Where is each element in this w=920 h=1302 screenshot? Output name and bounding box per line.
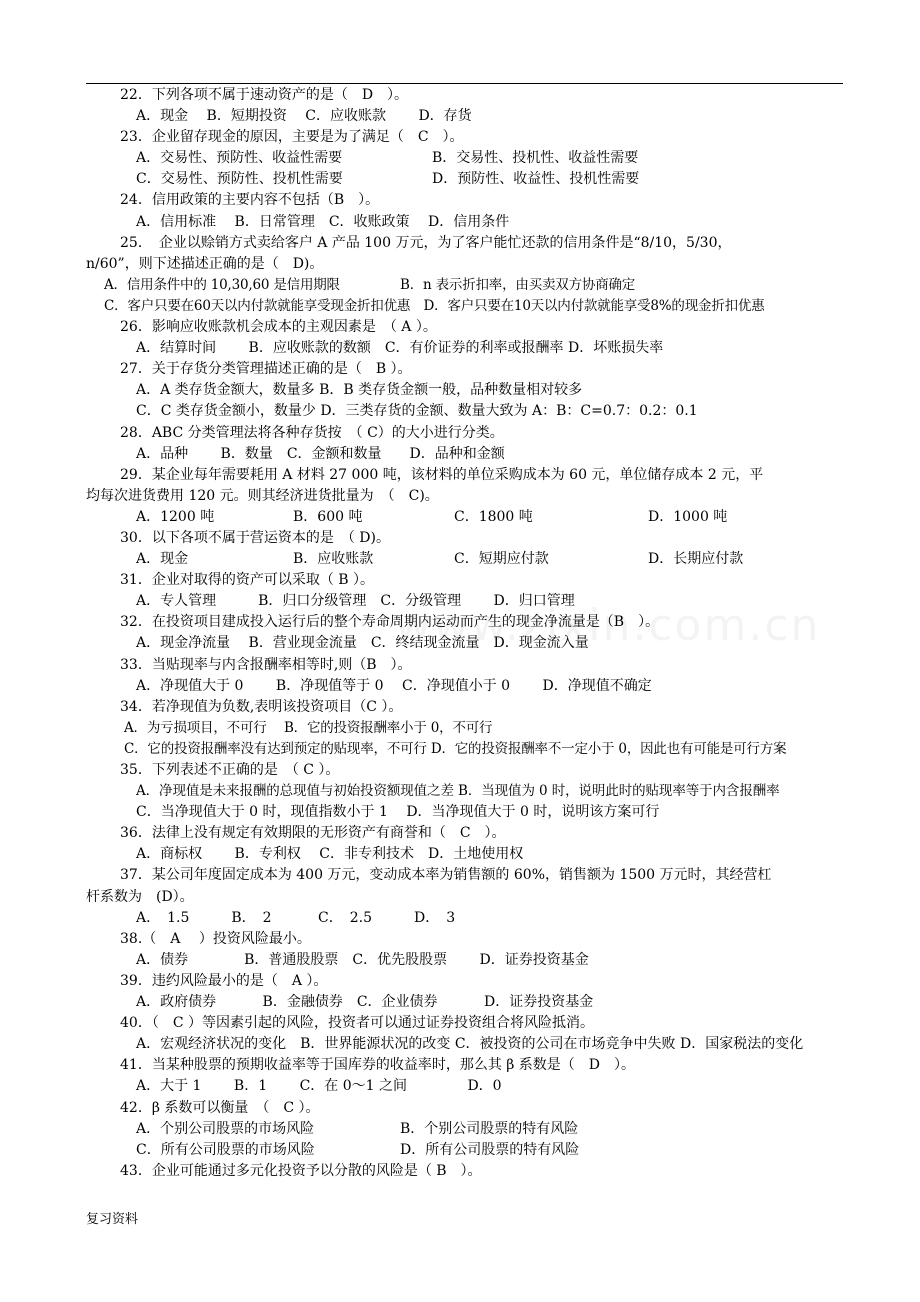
line-text: 38.（ A ）投资风险最小。 (120, 930, 311, 947)
option-line (86, 802, 848, 823)
line-text: A．现金净流量 B．营业现金流量 C．终结现金流量 D．现金流入量 (136, 635, 589, 652)
question-line (86, 760, 848, 781)
line-text: C．C 类存货金额小，数量少 D．三类存货的金额、数量大致为 A：B：C=0.7：0.2：0.1 (136, 403, 698, 420)
question-line (86, 85, 848, 106)
line-text: A． 1.5 B． 2 C． 2.5 D． 3 (136, 909, 456, 926)
option-line (86, 1076, 848, 1097)
option-line (86, 908, 848, 929)
line-text: 30．以下各项不属于营运资本的是 （ D)。 (120, 529, 390, 546)
line-text: C．客户只要在60天以内付款就能享受现金折扣优惠 D．客户只要在10天以内付款就能享受8%的现金折扣优惠 (104, 297, 765, 314)
line-text: 32．在投资项目建成投入运行后的整个寿命周期内运动而产生的现金净流量是（B ）。 (120, 614, 660, 631)
option-line (86, 1119, 848, 1140)
question-line (86, 971, 848, 992)
line-text: 均每次进货费用 120 元。则其经济进货批量为 （ C)。 (86, 487, 439, 504)
line-text: C．当净现值大于 0 时，现值指数小于 1 D．当净现值大于 0 时，说明该方案可行 (136, 804, 660, 821)
line-text: A．专人管理 B．归口分级管理 C．分级管理 D．归口管理 (136, 593, 575, 610)
line-text: 24．信用政策的主要内容不包括（B ）。 (120, 192, 380, 209)
watermark (395, 600, 820, 651)
line-text: D．所有公司股票的特有风险 (400, 1141, 580, 1158)
line-text: C．所有公司股票的市场风险 (136, 1141, 315, 1158)
line-text: 28．ABC 分类管理法将各种存货按 （ C）的大小进行分类。 (120, 424, 504, 441)
question-line (86, 1013, 848, 1034)
option-line (86, 486, 848, 507)
question-line (86, 1055, 848, 1076)
line-text: D．长期应付款 (648, 551, 744, 568)
line-text: B．交易性、投机性、收益性需要 (432, 150, 639, 167)
question-line (86, 865, 848, 886)
question-line (86, 570, 848, 591)
line-text: n/60”，则下述描述正确的是（ D)。 (86, 255, 324, 272)
line-text: 杆系数为 (D）。 (86, 888, 194, 905)
line-text: 40．（ C ）等因素引起的风险，投资者可以通过证券投资组合将风险抵消。 (120, 1015, 594, 1032)
option-line (86, 296, 848, 317)
option-line (86, 275, 848, 296)
question-line (86, 823, 848, 844)
line-text: D．1000 吨 (648, 508, 728, 525)
line-text: B．个别公司股票的特有风险 (400, 1120, 579, 1137)
line-text: A．个别公司股票的市场风险 (136, 1120, 315, 1137)
question-line (86, 528, 848, 549)
option-line (86, 148, 848, 169)
line-text: C．短期应付款 (454, 551, 549, 568)
line-text: 36．法律上没有规定有效期限的无形资产有商誉和（ C ）。 (120, 825, 506, 842)
option-line (86, 844, 848, 865)
question-line (86, 465, 848, 486)
line-text: 23．企业留存现金的原因，主要是为了满足（ C ）。 (120, 129, 464, 146)
option-line (86, 950, 848, 971)
line-text: 31．企业对取得的资产可以采取（ B ）。 (120, 572, 375, 589)
option-line (86, 212, 848, 233)
question-line (86, 423, 848, 444)
line-text: A．结算时间 B．应收账款的数额 C．有价证券的利率或报酬率 D．坏账损失率 (136, 340, 664, 357)
line-text: B．n 表示折扣率，由买卖双方协商确定 (400, 276, 636, 293)
line-text: A．宏观经济状况的变化 B．世界能源状况的改变 C．被投资的公司在市场竞争中失败 D．国家税法的变化 (136, 1036, 804, 1053)
question-line (86, 697, 848, 718)
line-text: A．为亏损项目，不可行 B．它的投资报酬率小于 0，不可行 (124, 719, 493, 736)
line-text: B．600 吨 (293, 508, 363, 525)
line-text: C．它的投资报酬率没有达到预定的贴现率，不可行 D．它的投资报酬率不一定小于 0，因此也有可能是可行方案 (124, 740, 787, 757)
option-line (86, 718, 848, 739)
question-line (86, 127, 848, 148)
question-line (86, 359, 848, 380)
line-text: A．信用标准 B．日常管理 C．收账政策 D．信用条件 (136, 213, 510, 230)
page-footer: 复习资料 (86, 1212, 139, 1227)
option-line (86, 106, 848, 127)
question-line (86, 929, 848, 950)
option-line (86, 739, 848, 760)
line-text: 34．若净现值为负数,表明该投资项目（C ）。 (120, 698, 403, 715)
line-text: A．净现值大于 0 B．净现值等于 0 C．净现值小于 0 D．净现值不确定 (136, 677, 652, 694)
line-text: A．现金 B．短期投资 C．应收账款 D．存货 (136, 108, 472, 125)
line-text: A．大于 1 B．1 C．在 0～1 之间 D．0 (136, 1078, 502, 1095)
option-line (86, 401, 848, 422)
line-text: A．政府债券 B．金融债券 C．企业债券 D．证券投资基金 (136, 994, 594, 1011)
option-line (86, 992, 848, 1013)
line-text: 39．违约风险最小的是（ A ）。 (120, 972, 328, 989)
option-line (86, 549, 848, 570)
line-text: 41．当某种股票的预期收益率等于国库券的收益率时，那么其 β 系数是（ D ）。 (120, 1057, 636, 1074)
question-line (86, 317, 848, 338)
line-text: 29．某企业每年需要耗用 A 材料 27 000 吨，该材料的单位采购成本为 60 元，单位储存成本 2 元，平 (120, 466, 764, 483)
line-text: 35．下列表述不正确的是 （ C ）。 (120, 762, 340, 778)
question-line (86, 1161, 848, 1182)
line-text: 22．下列各项不属于速动资产的是（ D ）。 (120, 87, 409, 103)
option-line (86, 676, 848, 697)
line-text: B．应收账款 (293, 551, 374, 568)
line-text: 43．企业可能通过多元化投资予以分散的风险是（ B ）。 (120, 1162, 482, 1179)
question-line (86, 1098, 848, 1119)
option-line (86, 338, 848, 359)
line-text: A．净现值是未来报酬的总现值与初始投资额现值之差 B．当现值为 0 时，说明此时的贴现率等于内含报酬率 (136, 783, 780, 800)
line-text: 25． 企业以赊销方式卖给客户 A 产品 100 万元，为了客户能忙还款的信用条件是“8/10，5/30， (120, 234, 732, 251)
line-text: A．A 类存货金额大，数量多 B．B 类存货金额一般，品种数量相对较多 (136, 382, 583, 399)
option-line (86, 169, 848, 190)
line-text: A．1200 吨 (136, 508, 215, 525)
option-line (86, 1140, 848, 1161)
line-text: D．预防性、收益性、投机性需要 (432, 171, 640, 188)
option-line (86, 781, 848, 802)
line-text: 33．当贴现率与内含报酬率相等时,则（B ）。 (120, 656, 412, 673)
line-text: 37．某公司年度固定成本为 400 万元，变动成本率为销售额的 60%，销售额为 1500 万元时，其经营杠 (120, 867, 772, 884)
question-line (86, 655, 848, 676)
option-line (86, 380, 848, 401)
line-text: 42．β 系数可以衡量 （ C ）。 (120, 1099, 320, 1116)
option-line (86, 1034, 848, 1055)
option-line (86, 444, 848, 465)
question-line (86, 190, 848, 211)
line-text: 27．关于存货分类管理描述正确的是（ B ）。 (120, 361, 412, 378)
line-text: 26．影响应收账款机会成本的主观因素是 （ A ）。 (120, 319, 437, 336)
option-line (86, 507, 848, 528)
line-text: A．现金 (136, 551, 189, 568)
line-text: A．交易性、预防性、收益性需要 (136, 150, 343, 167)
question-line (86, 233, 848, 254)
line-text: C．交易性、预防性、投机性需要 (136, 171, 343, 188)
header-rule (86, 83, 843, 84)
line-text: C．1800 吨 (454, 508, 533, 525)
option-line (86, 887, 848, 908)
line-text: A．品种 B．数量 C．金额和数量 D．品种和金额 (136, 445, 505, 462)
line-text: A．商标权 B．专利权 C．非专利技术 D．土地使用权 (136, 846, 524, 863)
line-text: A．信用条件中的 10,30,60 是信用期限 (104, 276, 340, 293)
option-line (86, 254, 848, 275)
line-text: A．债券 B．普通股股票 C．优先股股票 D．证券投资基金 (136, 951, 589, 968)
